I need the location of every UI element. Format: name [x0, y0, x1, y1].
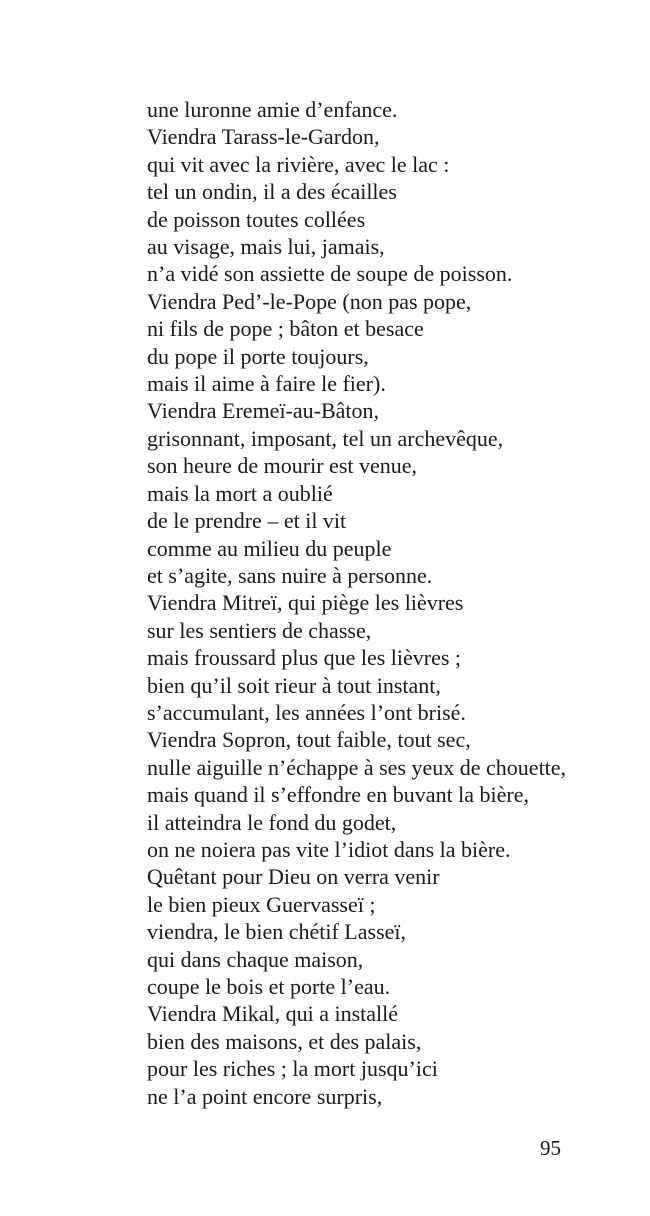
poem-line: mais la mort a oublié [147, 480, 333, 506]
poem-line: viendra, le bien chétif Lasseï, [147, 919, 407, 945]
poem-line: grisonnant, imposant, tel un archevêque, [147, 425, 504, 451]
poem-line: de le prendre – et il vit [147, 508, 347, 534]
poem-line: s’accumulant, les années l’ont brisé. [147, 699, 466, 725]
poem-line: il atteindra le fond du godet, [147, 809, 397, 835]
poem-line: ne l’a point encore surpris, [147, 1083, 383, 1109]
poem-line: Viendra Mitreï, qui piège les lièvres [147, 590, 464, 616]
page-number: 95 [540, 1136, 561, 1160]
poem-line: de poisson toutes collées [147, 206, 366, 232]
poem-line: et s’agite, sans nuire à personne. [147, 562, 433, 588]
poem-line: sur les sentiers de chasse, [147, 617, 372, 643]
poem-line: Viendra Tarass-le-Gardon, [147, 124, 380, 150]
poem-line: Viendra Sopron, tout faible, tout sec, [147, 727, 471, 753]
poem-line: mais froussard plus que les lièvres ; [147, 645, 462, 671]
poem-line: une luronne amie d’enfance. [147, 97, 398, 122]
poem-line: comme au milieu du peuple [147, 535, 392, 561]
poem-line: Viendra Mikal, qui a installé [147, 1001, 399, 1027]
poem-line: son heure de mourir est venue, [147, 453, 418, 479]
poem-line: mais quand il s’effondre en buvant la bière, [147, 782, 530, 808]
poem-line: bien des maisons, et des palais, [147, 1028, 422, 1054]
poem-line: Viendra Ped’-le-Pope (non pas pope, [147, 288, 472, 314]
poem-text [147, 96, 607, 1110]
poem-line: le bien pieux Guervasseï ; [147, 891, 376, 917]
poem-line: tel un ondin, il a des écailles [147, 179, 397, 205]
poem-line: n’a vidé son assiette de soupe de poisson. [147, 261, 513, 287]
poem-line: qui dans chaque maison, [147, 946, 364, 972]
poem-line: bien qu’il soit rieur à tout instant, [147, 672, 441, 698]
poem-line: ni fils de pope ; bâton et besace [147, 316, 424, 342]
poem-line: on ne noiera pas vite l’idiot dans la bière. [147, 836, 511, 862]
poem-line: pour les riches ; la mort jusqu’ici [147, 1056, 438, 1082]
poem-line: Quêtant pour Dieu on verra venir [147, 864, 440, 890]
poem-line: du pope il porte toujours, [147, 343, 369, 369]
poem-line: au visage, mais lui, jamais, [147, 234, 385, 260]
poem-line: mais il aime à faire le fier). [147, 371, 386, 397]
poem-line: coupe le bois et porte l’eau. [147, 974, 391, 999]
poem-line: nulle aiguille n’échappe à ses yeux de chouette, [147, 754, 567, 780]
poem-line: qui vit avec la rivière, avec le lac : [147, 151, 450, 177]
poem-line: Viendra Eremeï-au-Bâton, [147, 398, 380, 424]
